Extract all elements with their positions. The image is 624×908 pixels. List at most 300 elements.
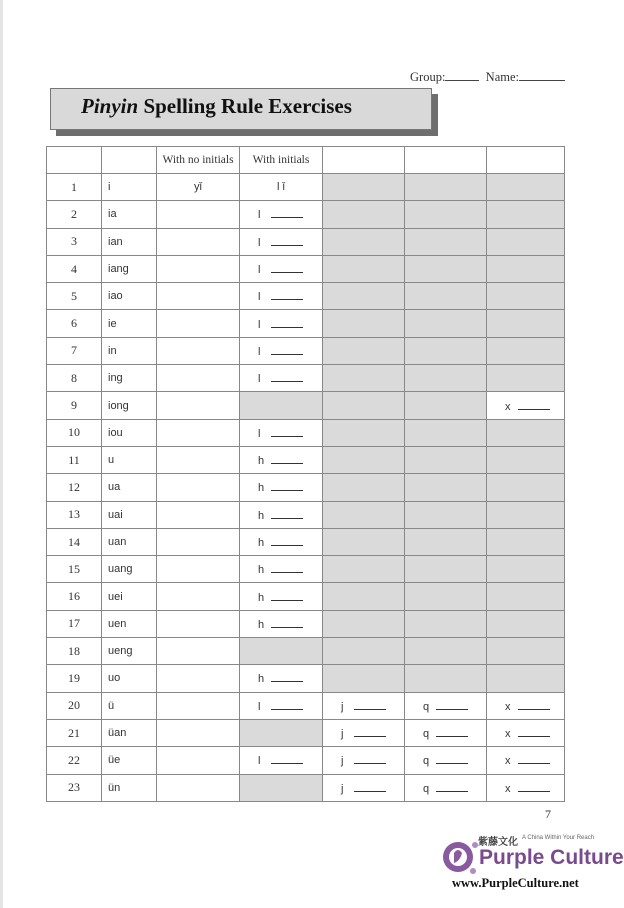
no-initial-cell[interactable] (157, 392, 240, 419)
row-number: 21 (47, 719, 102, 746)
answer-cell[interactable] (405, 719, 487, 746)
answer-cell[interactable] (240, 747, 323, 774)
answer-blank[interactable] (258, 590, 303, 604)
shaded-cell (323, 446, 405, 473)
row-number: 7 (47, 337, 102, 364)
table-row (47, 474, 565, 501)
answer-cell[interactable] (487, 692, 565, 719)
final-cell: ia (102, 201, 157, 228)
no-initial-cell[interactable] (157, 501, 240, 528)
shaded-cell (405, 174, 487, 201)
shaded-cell (487, 583, 565, 610)
shaded-cell (487, 201, 565, 228)
page-title (81, 94, 352, 119)
initial-letter: x (505, 728, 511, 741)
initial-letter: h (258, 509, 265, 522)
row-number: 23 (47, 774, 102, 801)
no-initial-cell[interactable] (157, 283, 240, 310)
final-cell: üan (102, 719, 157, 746)
row-number: 1 (47, 174, 102, 201)
answer-cell[interactable] (240, 610, 323, 637)
initial-letter: h (258, 618, 265, 631)
shaded-cell (487, 610, 565, 637)
no-initial-cell[interactable] (157, 638, 240, 665)
fill-line[interactable] (518, 726, 550, 737)
shaded-cell (323, 392, 405, 419)
row-number: 8 (47, 365, 102, 392)
answer-cell[interactable] (323, 774, 405, 801)
answer-blank[interactable] (341, 753, 386, 767)
answer-cell[interactable] (487, 392, 565, 419)
example-answer: l ǐ (240, 174, 323, 201)
initial-letter: x (505, 400, 511, 413)
row-number: 18 (47, 638, 102, 665)
row-number: 19 (47, 665, 102, 692)
fill-line[interactable] (271, 207, 303, 218)
table-row (47, 446, 565, 473)
table-row (47, 337, 565, 364)
shaded-cell (405, 528, 487, 555)
answer-blank[interactable] (258, 562, 303, 576)
answer-cell[interactable] (240, 337, 323, 364)
no-initial-cell[interactable] (157, 665, 240, 692)
table-row (47, 365, 565, 392)
table-row (47, 528, 565, 555)
answer-blank[interactable] (258, 699, 303, 713)
no-initial-cell[interactable] (157, 583, 240, 610)
initial-letter: j (341, 782, 344, 795)
row-number: 12 (47, 474, 102, 501)
table-row (47, 774, 565, 801)
answer-cell[interactable] (240, 419, 323, 446)
table-row (47, 583, 565, 610)
answer-blank[interactable] (258, 426, 303, 440)
answer-blank[interactable] (505, 753, 550, 767)
final-cell: ie (102, 310, 157, 337)
table-row (47, 310, 565, 337)
column-header (487, 147, 565, 174)
shaded-cell (487, 174, 565, 201)
initial-letter: l (258, 700, 261, 713)
no-initial-cell[interactable] (157, 228, 240, 255)
final-cell: ü (102, 692, 157, 719)
shaded-cell (240, 774, 323, 801)
final-cell: ian (102, 228, 157, 255)
shaded-cell (323, 174, 405, 201)
answer-cell[interactable] (240, 665, 323, 692)
fill-line[interactable] (354, 699, 386, 710)
answer-blank[interactable] (505, 726, 550, 740)
shaded-cell (405, 283, 487, 310)
shaded-cell (323, 556, 405, 583)
no-initial-cell[interactable] (157, 310, 240, 337)
exercise-table (46, 146, 565, 802)
shaded-cell (405, 337, 487, 364)
fill-line[interactable] (436, 699, 468, 710)
answer-cell[interactable] (240, 474, 323, 501)
answer-cell[interactable] (323, 719, 405, 746)
row-number: 4 (47, 255, 102, 282)
initial-letter: h (258, 564, 265, 577)
final-cell: in (102, 337, 157, 364)
fill-line[interactable] (271, 753, 303, 764)
table-row (47, 610, 565, 637)
final-cell: üe (102, 747, 157, 774)
fill-line[interactable] (354, 781, 386, 792)
shaded-cell (487, 528, 565, 555)
answer-blank[interactable] (341, 699, 386, 713)
answer-cell[interactable] (487, 774, 565, 801)
shaded-cell (323, 474, 405, 501)
no-initial-cell: yǐ (157, 174, 240, 201)
final-cell: iao (102, 283, 157, 310)
shaded-cell (323, 501, 405, 528)
brand-url[interactable]: www.PurpleCulture.net (452, 876, 579, 890)
fill-line[interactable] (271, 508, 303, 519)
column-header (323, 147, 405, 174)
no-initial-cell[interactable] (157, 255, 240, 282)
initial-letter: l (258, 264, 261, 277)
shaded-cell (405, 201, 487, 228)
shaded-cell (240, 719, 323, 746)
shaded-cell (405, 610, 487, 637)
fill-line[interactable] (271, 262, 303, 273)
answer-cell[interactable] (240, 501, 323, 528)
answer-cell[interactable] (240, 446, 323, 473)
shaded-cell (405, 474, 487, 501)
header-fields (410, 68, 565, 85)
initial-letter: h (258, 591, 265, 604)
shaded-cell (487, 283, 565, 310)
answer-blank[interactable] (258, 753, 303, 767)
final-cell: iou (102, 419, 157, 446)
group-label: Group: (410, 70, 446, 84)
row-number: 17 (47, 610, 102, 637)
shaded-cell (240, 638, 323, 665)
table-row (47, 692, 565, 719)
shaded-cell (323, 419, 405, 446)
answer-cell[interactable] (487, 747, 565, 774)
shaded-cell (487, 474, 565, 501)
title-banner (50, 88, 432, 130)
shaded-cell (405, 665, 487, 692)
initial-letter: x (505, 755, 511, 768)
shaded-cell (323, 337, 405, 364)
shaded-cell (487, 556, 565, 583)
fill-line[interactable] (271, 590, 303, 601)
row-number: 22 (47, 747, 102, 774)
group-blank[interactable] (445, 68, 479, 81)
answer-blank[interactable] (505, 699, 550, 713)
column-header (47, 147, 102, 174)
row-number: 5 (47, 283, 102, 310)
row-number: 10 (47, 419, 102, 446)
initial-letter: j (341, 728, 344, 741)
title-rest: Spelling Rule Exercises (143, 94, 352, 118)
no-initial-cell[interactable] (157, 365, 240, 392)
shaded-cell (487, 501, 565, 528)
answer-blank[interactable] (423, 699, 468, 713)
table-row (47, 255, 565, 282)
initial-letter: j (341, 755, 344, 768)
answer-cell[interactable] (240, 310, 323, 337)
fill-line[interactable] (436, 753, 468, 764)
shaded-cell (323, 255, 405, 282)
initial-letter: l (258, 373, 261, 386)
answer-cell[interactable] (240, 201, 323, 228)
column-header (405, 147, 487, 174)
answer-cell[interactable] (487, 719, 565, 746)
column-header (102, 147, 157, 174)
fill-line[interactable] (271, 317, 303, 328)
no-initial-cell[interactable] (157, 201, 240, 228)
answer-blank[interactable] (423, 726, 468, 740)
fill-line[interactable] (518, 781, 550, 792)
answer-cell[interactable] (405, 747, 487, 774)
table-row (47, 556, 565, 583)
table-row (47, 638, 565, 665)
answer-cell[interactable] (240, 528, 323, 555)
title-italic: Pinyin (81, 94, 139, 118)
answer-blank[interactable] (341, 726, 386, 740)
fill-line[interactable] (518, 399, 550, 410)
answer-blank[interactable] (258, 289, 303, 303)
shaded-cell (405, 446, 487, 473)
shaded-cell (405, 365, 487, 392)
no-initial-cell[interactable] (157, 474, 240, 501)
fill-line[interactable] (271, 235, 303, 246)
fill-line[interactable] (354, 726, 386, 737)
shaded-cell (405, 583, 487, 610)
answer-blank[interactable] (258, 262, 303, 276)
table-row (47, 747, 565, 774)
fill-line[interactable] (271, 480, 303, 491)
shaded-cell (240, 392, 323, 419)
shaded-cell (405, 638, 487, 665)
shaded-cell (487, 228, 565, 255)
no-initial-cell[interactable] (157, 774, 240, 801)
shaded-cell (487, 255, 565, 282)
row-number: 11 (47, 446, 102, 473)
no-initial-cell[interactable] (157, 419, 240, 446)
table-row (47, 419, 565, 446)
shaded-cell (323, 228, 405, 255)
fill-line[interactable] (271, 426, 303, 437)
answer-cell[interactable] (240, 556, 323, 583)
answer-blank[interactable] (258, 207, 303, 221)
initial-letter: l (258, 427, 261, 440)
final-cell: uen (102, 610, 157, 637)
fill-line[interactable] (271, 371, 303, 382)
initial-letter: h (258, 482, 265, 495)
shaded-cell (487, 419, 565, 446)
fill-line[interactable] (271, 699, 303, 710)
shaded-cell (323, 201, 405, 228)
shaded-cell (487, 337, 565, 364)
answer-blank[interactable] (258, 617, 303, 631)
initial-letter: l (258, 345, 261, 358)
page-number: 7 (545, 807, 551, 821)
shaded-cell (487, 638, 565, 665)
answer-blank[interactable] (258, 535, 303, 549)
final-cell: ueng (102, 638, 157, 665)
shaded-cell (487, 665, 565, 692)
answer-blank[interactable] (258, 235, 303, 249)
shaded-cell (405, 310, 487, 337)
no-initial-cell[interactable] (157, 692, 240, 719)
table-row (47, 719, 565, 746)
brand-name: Purple Culture (479, 846, 624, 869)
table-row (47, 283, 565, 310)
initial-letter: l (258, 209, 261, 222)
shaded-cell (405, 392, 487, 419)
shaded-cell (323, 610, 405, 637)
fill-line[interactable] (271, 671, 303, 682)
initial-letter: q (423, 782, 430, 795)
answer-blank[interactable] (423, 753, 468, 767)
table-row (47, 174, 565, 201)
fill-line[interactable] (354, 753, 386, 764)
answer-blank[interactable] (258, 480, 303, 494)
final-cell: ua (102, 474, 157, 501)
initial-letter: q (423, 728, 430, 741)
initial-letter: x (505, 782, 511, 795)
fill-line[interactable] (271, 617, 303, 628)
answer-cell[interactable] (240, 692, 323, 719)
answer-cell[interactable] (405, 774, 487, 801)
answer-cell[interactable] (240, 228, 323, 255)
initial-letter: x (505, 700, 511, 713)
answer-blank[interactable] (258, 508, 303, 522)
final-cell: uang (102, 556, 157, 583)
shaded-cell (487, 365, 565, 392)
answer-blank[interactable] (341, 781, 386, 795)
initial-letter: q (423, 700, 430, 713)
shaded-cell (405, 556, 487, 583)
table-row (47, 201, 565, 228)
fill-line[interactable] (271, 562, 303, 573)
initial-letter: h (258, 455, 265, 468)
initial-letter: l (258, 755, 261, 768)
fill-line[interactable] (436, 726, 468, 737)
fill-line[interactable] (271, 344, 303, 355)
answer-cell[interactable] (240, 255, 323, 282)
shaded-cell (487, 310, 565, 337)
fill-line[interactable] (271, 289, 303, 300)
row-number: 15 (47, 556, 102, 583)
row-number: 3 (47, 228, 102, 255)
shaded-cell (323, 283, 405, 310)
answer-blank[interactable] (258, 453, 303, 467)
final-cell: uai (102, 501, 157, 528)
row-number: 9 (47, 392, 102, 419)
shaded-cell (405, 228, 487, 255)
answer-blank[interactable] (505, 399, 550, 413)
no-initial-cell[interactable] (157, 556, 240, 583)
initial-letter: j (341, 700, 344, 713)
answer-cell[interactable] (240, 583, 323, 610)
final-cell: uo (102, 665, 157, 692)
initial-letter: l (258, 236, 261, 249)
answer-cell[interactable] (323, 692, 405, 719)
shaded-cell (323, 665, 405, 692)
initial-letter: l (258, 291, 261, 304)
row-number: 14 (47, 528, 102, 555)
shaded-cell (323, 528, 405, 555)
fill-line[interactable] (436, 781, 468, 792)
final-cell: i (102, 174, 157, 201)
answer-blank[interactable] (258, 344, 303, 358)
no-initial-cell[interactable] (157, 528, 240, 555)
brand-chinese: 紫藤文化 (478, 837, 518, 848)
answer-blank[interactable] (258, 371, 303, 385)
no-initial-cell[interactable] (157, 446, 240, 473)
no-initial-cell[interactable] (157, 747, 240, 774)
row-number: 16 (47, 583, 102, 610)
shaded-cell (405, 419, 487, 446)
final-cell: ün (102, 774, 157, 801)
shaded-cell (405, 255, 487, 282)
no-initial-cell[interactable] (157, 337, 240, 364)
table-row (47, 665, 565, 692)
final-cell: uan (102, 528, 157, 555)
name-label: Name: (485, 70, 519, 84)
fill-line[interactable] (518, 699, 550, 710)
fill-line[interactable] (518, 753, 550, 764)
column-header: With no initials (157, 147, 240, 174)
fill-line[interactable] (271, 453, 303, 464)
no-initial-cell[interactable] (157, 719, 240, 746)
row-number: 2 (47, 201, 102, 228)
final-cell: uei (102, 583, 157, 610)
table-row (47, 501, 565, 528)
final-cell: iong (102, 392, 157, 419)
row-number: 13 (47, 501, 102, 528)
fill-line[interactable] (271, 535, 303, 546)
initial-letter: h (258, 673, 265, 686)
final-cell: u (102, 446, 157, 473)
shaded-cell (323, 583, 405, 610)
row-number: 20 (47, 692, 102, 719)
shaded-cell (323, 310, 405, 337)
shaded-cell (487, 446, 565, 473)
initial-letter: q (423, 755, 430, 768)
answer-blank[interactable] (258, 317, 303, 331)
answer-cell[interactable] (405, 692, 487, 719)
table-row (47, 228, 565, 255)
shaded-cell (323, 365, 405, 392)
answer-cell[interactable] (240, 365, 323, 392)
shaded-cell (405, 501, 487, 528)
final-cell: iang (102, 255, 157, 282)
initial-letter: h (258, 537, 265, 549)
answer-cell[interactable] (240, 283, 323, 310)
answer-blank[interactable] (505, 781, 550, 795)
initial-letter: l (258, 318, 261, 331)
shaded-cell (323, 638, 405, 665)
column-header: With initials (240, 147, 323, 174)
answer-blank[interactable] (258, 671, 303, 685)
name-blank[interactable] (519, 68, 565, 81)
final-cell: ing (102, 365, 157, 392)
brand-tagline: A China Within Your Reach (522, 835, 595, 841)
no-initial-cell[interactable] (157, 610, 240, 637)
answer-cell[interactable] (323, 747, 405, 774)
table-row (47, 392, 565, 419)
row-number: 6 (47, 310, 102, 337)
header-row (47, 147, 565, 174)
answer-blank[interactable] (423, 781, 468, 795)
